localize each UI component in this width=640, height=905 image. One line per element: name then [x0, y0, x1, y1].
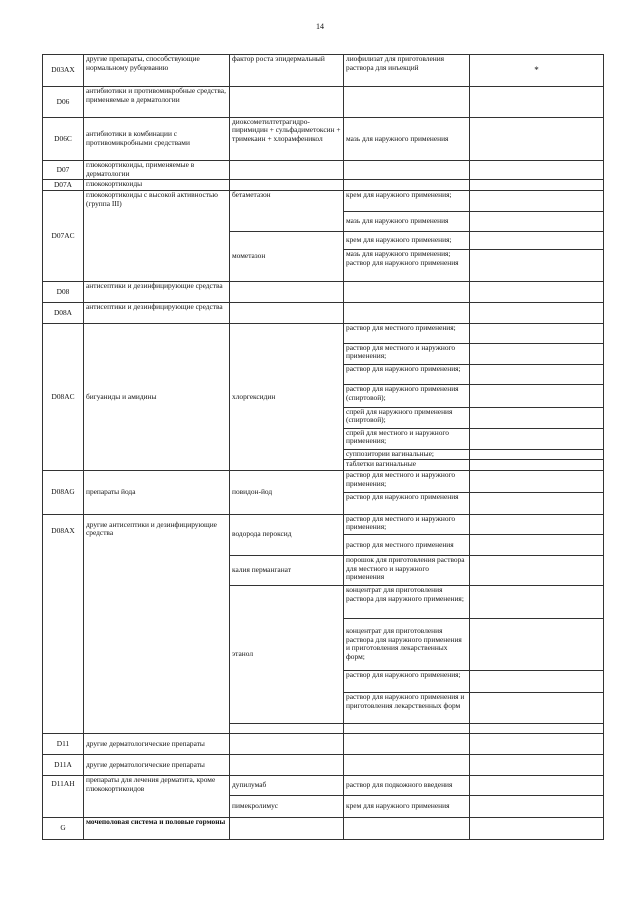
atc-code: D11A: [43, 754, 84, 775]
atc-code: D07A: [43, 180, 84, 191]
inn-name: калия перманганат: [230, 555, 344, 585]
dosage-form: раствор для местного применения: [344, 534, 470, 555]
dosage-form: концентрат для приготовления раствора для наружного применения;: [344, 586, 470, 618]
table-row: [43, 55, 604, 87]
dosage-form: раствор для подкожного введения: [344, 776, 470, 796]
group-name: антисептики и дезинфицирующие средства: [84, 282, 230, 303]
table-row: [43, 191, 604, 211]
atc-code: D08AG: [43, 471, 84, 514]
table-row: [43, 754, 604, 775]
atc-code: D08A: [43, 303, 84, 323]
atc-code: D11AH: [43, 776, 84, 817]
dosage-form: лиофилизат для приготовления раствора для инъекций: [344, 55, 470, 87]
table-row: [43, 514, 604, 534]
dosage-form: крем для наружного применения;: [344, 231, 470, 249]
dosage-form: раствор для наружного применения (спиртовой);: [344, 385, 470, 407]
group-name: глюкокортикоиды, применяемые в дерматологии: [84, 161, 230, 180]
group-name: препараты йода: [84, 471, 230, 514]
drug-table: [42, 54, 603, 840]
table-row: [43, 87, 604, 117]
group-name: другие препараты, способствующие нормальному рубцеванию: [84, 55, 230, 87]
atc-code: D03AX: [43, 55, 84, 87]
dosage-form: раствор для наружного применения;: [344, 365, 470, 385]
inn-name: диоксометилтетрагидро-пиримидин + сульфадиметоксин + тримекаин + хлорамфеникол: [230, 117, 344, 160]
table-row: [43, 180, 604, 191]
table-row: [43, 161, 604, 180]
group-name: другие дерматологические препараты: [84, 754, 230, 775]
dosage-form: раствор для наружного применения;: [344, 671, 470, 693]
dosage-form: спрей для наружного применения (спиртовой);: [344, 407, 470, 428]
group-name: мочеполовая система и половые гормоны: [84, 817, 230, 839]
table-row: [43, 776, 604, 796]
group-name: антибиотики в комбинации с противомикробными средствами: [84, 117, 230, 160]
group-name: другие антисептики и дезинфицирующие средства: [84, 514, 230, 733]
table-row: [43, 733, 604, 754]
dosage-form: раствор для местного и наружного применения;: [344, 514, 470, 534]
table-row: [43, 817, 604, 839]
dosage-form: крем для наружного применения;: [344, 191, 470, 211]
group-name: другие дерматологические препараты: [84, 733, 230, 754]
inn-name: дупилумаб: [230, 776, 344, 796]
atc-code: D07: [43, 161, 84, 180]
inn-name: фактор роста эпидермальный: [230, 55, 344, 87]
group-name: глюкокортикоиды: [84, 180, 230, 191]
dosage-form: спрей для местного и наружного применения;: [344, 428, 470, 449]
dosage-form: концентрат для приготовления раствора для наружного применения и приготовления лекарственных форм;: [344, 618, 470, 671]
dosage-form: раствор для местного и наружного применения;: [344, 343, 470, 364]
table-row: [43, 282, 604, 303]
group-name: глюкокортикоиды с высокой активностью (группа III): [84, 191, 230, 282]
inn-name: водорода пероксид: [230, 514, 344, 555]
group-name: препараты для лечения дерматита, кроме глюкокортикоидов: [84, 776, 230, 817]
table-row: [43, 117, 604, 160]
dosage-form: таблетки вагинальные: [344, 460, 470, 471]
dosage-form: суппозитории вагинальные;: [344, 449, 470, 459]
inn-name: хлоргексидин: [230, 323, 344, 470]
page-number: 14: [316, 22, 324, 31]
group-name: антисептики и дезинфицирующие средства: [84, 303, 230, 323]
dosage-form: мазь для наружного применения: [344, 117, 470, 160]
atc-code: D08AX: [43, 514, 84, 733]
atc-code: D08: [43, 282, 84, 303]
table-row: [43, 303, 604, 323]
asterisk-mark: *: [470, 55, 604, 87]
inn-name: этанол: [230, 586, 344, 723]
atc-code: D06C: [43, 117, 84, 160]
table-row: [43, 323, 604, 343]
atc-code: D06: [43, 87, 84, 117]
dosage-form: раствор для наружного применения: [344, 493, 470, 514]
inn-name: повидон-йод: [230, 471, 344, 514]
inn-name: бетаметазон: [230, 191, 344, 231]
dosage-form: раствор для местного и наружного применения;: [344, 471, 470, 493]
group-name: антибиотики и противомикробные средства, применяемые в дерматологии: [84, 87, 230, 117]
inn-name: пимекролимус: [230, 796, 344, 817]
atc-code: D07AC: [43, 191, 84, 282]
dosage-form: раствор для наружного применения и приготовления лекарственных форм: [344, 693, 470, 723]
atc-code: D08AC: [43, 323, 84, 470]
atc-code: G: [43, 817, 84, 839]
dosage-form: крем для наружного применения: [344, 796, 470, 817]
inn-name: мометазон: [230, 231, 344, 282]
dosage-form: мазь для наружного применения; раствор для наружного применения: [344, 249, 470, 281]
atc-code: D11: [43, 733, 84, 754]
table-row: [43, 471, 604, 493]
dosage-form: мазь для наружного применения: [344, 211, 470, 231]
dosage-form: порошок для приготовления раствора для местного и наружного применения: [344, 555, 470, 585]
dosage-form: раствор для местного применения;: [344, 323, 470, 343]
group-name: бигуаниды и амидины: [84, 323, 230, 470]
